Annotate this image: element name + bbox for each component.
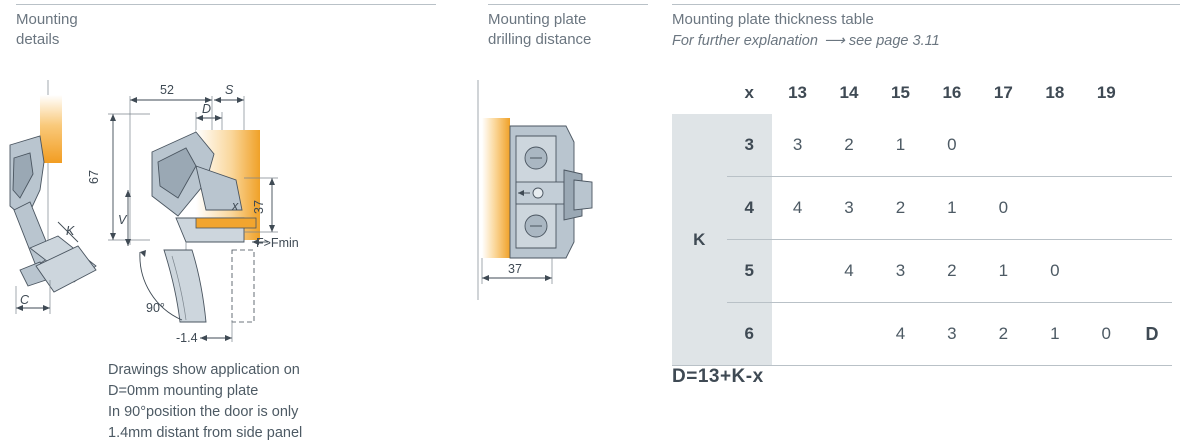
top-divider-3 <box>672 4 1180 5</box>
cell-1-6 <box>1081 177 1132 240</box>
cell-1-4: 0 <box>978 177 1029 240</box>
col-header-2: 15 <box>891 83 910 102</box>
cell-3-1 <box>823 303 874 366</box>
svg-text:52: 52 <box>160 83 174 97</box>
row-header-2: 5 <box>727 240 772 303</box>
thickness-table-title-text: Mounting plate thickness table <box>672 11 874 28</box>
cell-0-3: 0 <box>926 114 977 177</box>
cell-1-5 <box>1029 177 1080 240</box>
table-row <box>672 303 1172 366</box>
thickness-table-subtitle <box>672 32 1092 52</box>
mounting-details-caption <box>108 360 408 444</box>
cell-2-0 <box>772 240 823 303</box>
mounting-details-title <box>16 10 216 51</box>
svg-text:x: x <box>232 199 239 213</box>
svg-text:D: D <box>202 102 212 116</box>
table-row <box>672 177 1172 240</box>
svg-text:F>Fmin: F>Fmin <box>256 236 299 250</box>
thickness-formula: D=13+K-x <box>672 366 764 387</box>
cell-1-0: 4 <box>772 177 823 240</box>
drilling-distance-title-line2: drilling distance <box>488 31 592 49</box>
cell-0-2: 1 <box>875 114 926 177</box>
caption-line-3: In 90°position the door is only <box>108 404 299 421</box>
caption-line-4: 1.4mm distant from side panel <box>108 425 303 442</box>
cell-3-4: 2 <box>978 303 1029 366</box>
drilling-distance-title-line1: Mounting plate <box>488 11 587 28</box>
cell-0-d <box>1132 114 1172 177</box>
cell-0-1: 2 <box>823 114 874 177</box>
cell-2-4: 1 <box>978 240 1029 303</box>
thickness-table-grid <box>672 72 1172 366</box>
mounting-details-drawing <box>0 70 440 360</box>
mounting-details-title-line1: Mounting <box>16 11 78 28</box>
cell-1-2: 2 <box>875 177 926 240</box>
caption-line-1: Drawings show application on <box>108 362 300 378</box>
cell-2-d <box>1132 240 1172 303</box>
cell-3-0 <box>772 303 823 366</box>
dimension-37: 37 <box>508 262 522 276</box>
d-col-spacer <box>1132 72 1172 114</box>
svg-text:V: V <box>118 213 127 227</box>
thickness-table-page-ref: see page 3.11 <box>848 33 940 50</box>
table-header-row <box>672 72 1172 114</box>
caption-line-2: D=0mm mounting plate <box>108 383 259 400</box>
cell-1-1: 3 <box>823 177 874 240</box>
cell-2-1: 4 <box>823 240 874 303</box>
cell-2-2: 3 <box>875 240 926 303</box>
cell-2-5: 0 <box>1029 240 1080 303</box>
cell-3-3: 3 <box>926 303 977 366</box>
empty-corner <box>672 72 727 114</box>
corner-x-label: x <box>744 83 754 102</box>
row-header-3: 6 <box>727 303 772 366</box>
cell-2-6 <box>1081 240 1132 303</box>
col-header-6: 19 <box>1096 83 1116 102</box>
col-header-0: 13 <box>788 83 808 102</box>
cell-0-6 <box>1081 114 1132 177</box>
thickness-table-subtitle-text: For further explanation <box>672 33 818 50</box>
drilling-distance-title <box>488 10 658 51</box>
col-header-3: 16 <box>942 83 962 102</box>
cell-3-6: 0 <box>1081 303 1132 366</box>
svg-text:67: 67 <box>87 170 101 184</box>
svg-text:37: 37 <box>252 200 266 214</box>
top-divider-2 <box>488 4 648 5</box>
row-header-0: 3 <box>727 114 772 177</box>
col-header-4: 17 <box>993 83 1013 102</box>
cell-0-5 <box>1029 114 1080 177</box>
svg-text:C: C <box>20 293 30 307</box>
col-header-5: 18 <box>1045 83 1065 102</box>
d-label: D <box>1132 303 1172 366</box>
k-axis-label: K <box>672 114 727 366</box>
cell-1-3: 1 <box>926 177 977 240</box>
mounting-details-title-line2: details <box>16 31 60 49</box>
cell-0-0: 3 <box>772 114 823 177</box>
mounting-plate-thickness-table <box>672 72 1172 366</box>
svg-text:S: S <box>225 83 234 97</box>
thickness-table-title <box>672 10 1092 52</box>
svg-text:K: K <box>66 224 75 238</box>
svg-text:90°: 90° <box>146 301 165 315</box>
cell-1-d <box>1132 177 1172 240</box>
cell-0-4 <box>978 114 1029 177</box>
drilling-distance-drawing <box>470 70 660 310</box>
table-row <box>672 240 1172 303</box>
svg-text:-1.4: -1.4 <box>176 331 198 345</box>
row-header-1: 4 <box>727 177 772 240</box>
table-row <box>672 114 1172 177</box>
top-divider <box>16 4 436 5</box>
cell-2-3: 2 <box>926 240 977 303</box>
cell-3-2: 4 <box>875 303 926 366</box>
cell-3-5: 1 <box>1029 303 1080 366</box>
col-header-1: 14 <box>839 83 859 102</box>
arrow-icon: ⟶ <box>821 33 845 50</box>
